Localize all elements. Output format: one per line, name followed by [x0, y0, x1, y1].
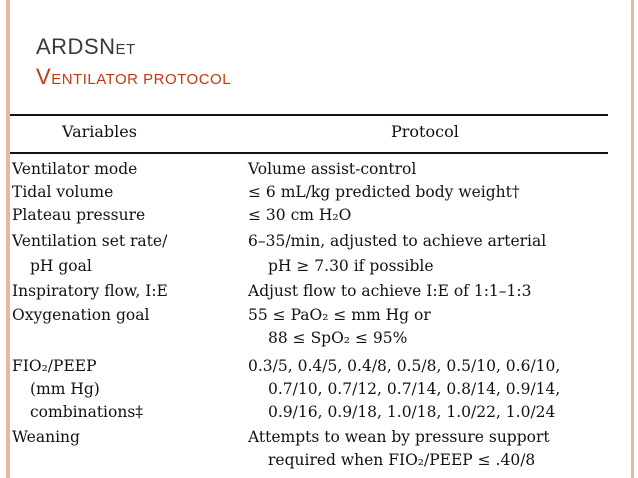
table-row: [0, 403, 638, 425]
table-header-rule: [10, 152, 608, 154]
variable-cell: Ventilation set rate/: [12, 232, 168, 250]
table-row: [0, 160, 638, 182]
table-row: [0, 232, 638, 254]
variable-cell: (mm Hg): [30, 380, 100, 398]
variable-cell: Ventilator mode: [12, 160, 138, 178]
protocol-cell: Adjust flow to achieve I:E of 1:1–1:3: [248, 282, 532, 300]
table-row: [0, 380, 638, 402]
protocol-cell: 0.7/10, 0.7/12, 0.7/14, 0.8/14, 0.9/14,: [268, 380, 561, 398]
table-row: [0, 206, 638, 228]
protocol-cell: ≤ 30 cm H₂O: [248, 206, 352, 224]
protocol-cell: 0.3/5, 0.4/5, 0.4/8, 0.5/8, 0.5/10, 0.6/10,: [248, 357, 561, 375]
header-protocol: Protocol: [391, 122, 459, 141]
variable-cell: Inspiratory flow, I:E: [12, 282, 168, 300]
protocol-cell: Attempts to wean by pressure support: [248, 428, 550, 446]
variable-cell: Oxygenation goal: [12, 306, 150, 324]
variable-cell: Weaning: [12, 428, 80, 446]
variable-cell: combinations‡: [30, 403, 144, 421]
table-row: [0, 282, 638, 304]
table-row: [0, 451, 638, 473]
protocol-cell: pH ≥ 7.30 if possible: [268, 257, 434, 275]
variable-cell: Plateau pressure: [12, 206, 146, 224]
variable-cell: pH goal: [30, 257, 92, 275]
protocol-cell: 88 ≤ SpO₂ ≤ 95%: [268, 329, 408, 347]
variable-cell: Tidal volume: [12, 183, 114, 201]
table-row: [0, 329, 638, 351]
table-row: [0, 357, 638, 379]
table-row: [0, 428, 638, 450]
table-row: [0, 183, 638, 205]
table-row: [0, 257, 638, 279]
protocol-cell: 55 ≤ PaO₂ ≤ mm Hg or: [248, 306, 431, 324]
slide-title-line1: ARDSNET: [36, 34, 136, 59]
table-top-rule: [10, 114, 608, 116]
protocol-cell: 6–35/min, adjusted to achieve arterial: [248, 232, 547, 250]
protocol-cell: required when FIO₂/PEEP ≤ .40/8: [268, 451, 536, 469]
protocol-cell: Volume assist-control: [248, 160, 417, 178]
variable-cell: FIO₂/PEEP: [12, 357, 97, 375]
protocol-cell: ≤ 6 mL/kg predicted body weight†: [248, 183, 520, 201]
protocol-cell: 0.9/16, 0.9/18, 1.0/18, 1.0/22, 1.0/24: [268, 403, 556, 421]
slide-title-line2: VENTILATOR PROTOCOL: [36, 64, 232, 89]
header-variables: Variables: [62, 122, 137, 141]
table-row: [0, 306, 638, 328]
